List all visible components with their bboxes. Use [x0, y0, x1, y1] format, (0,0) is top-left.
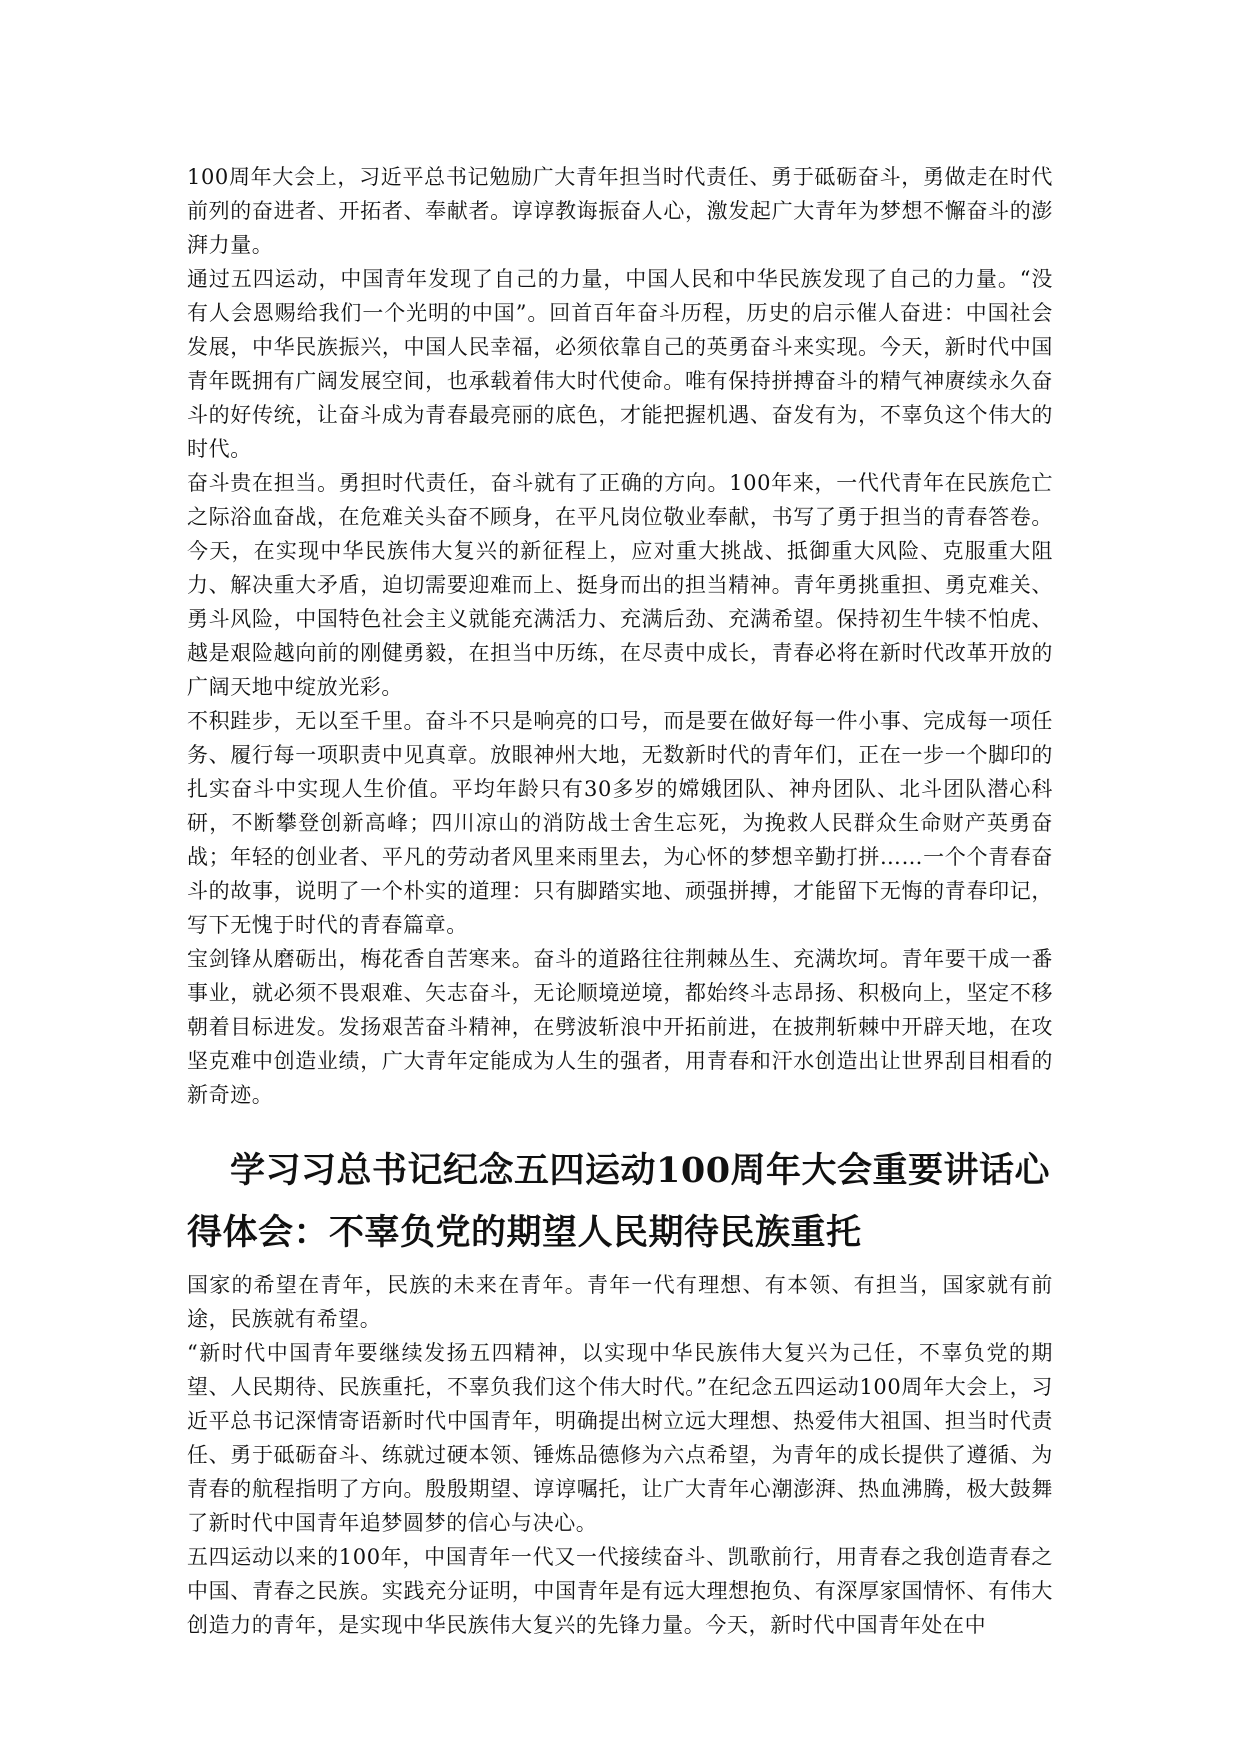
- paragraph-8: 五四运动以来的100年，中国青年一代又一代接续奋斗、凯歌前行，用青春之我创造青春之中国、青春之民族。实践充分证明，中国青年是有远大理想抱负、有深厚家国情怀、有伟大创造力的青年，是实现中华民族伟大复兴的先锋力量。今天，新时代中国青年处在中: [187, 1545, 1053, 1637]
- paragraph-3: 奋斗贵在担当。勇担时代责任，奋斗就有了正确的方向。100年来，一代代青年在民族危亡之际浴血奋战，在危难关头奋不顾身，在平凡岗位敬业奉献，书写了勇于担当的青春答卷。今天，在实现中华民族伟大复兴的新征程上，应对重大挑战、抵御重大风险、克服重大阻力、解决重大矛盾，迫切需要迎难而上、挺身而出的担当精神。青年勇挑重担、勇克难关、勇斗风险，中国特色社会主义就能充满活力、充满后劲、充满希望。保持初生牛犊不怕虎、越是艰险越向前的刚健勇毅，在担当中历练，在尽责中成长，青春必将在新时代改革开放的广阔天地中绽放光彩。: [187, 471, 1053, 699]
- paragraph-5: 宝剑锋从磨砺出，梅花香自苦寒来。奋斗的道路往往荆棘丛生、充满坎坷。青年要干成一番事业，就必须不畏艰难、矢志奋斗，无论顺境逆境，都始终斗志昂扬、积极向上，坚定不移朝着目标进发。发扬艰苦奋斗精神，在劈波斩浪中开拓前进，在披荆斩棘中开辟天地，在攻坚克难中创造业绩，广大青年定能成为人生的强者，用青春和汗水创造出让世界刮目相看的新奇迹。: [187, 947, 1053, 1107]
- paragraph-6: 国家的希望在青年，民族的未来在青年。青年一代有理想、有本领、有担当，国家就有前途，民族就有希望。: [187, 1273, 1053, 1331]
- section-title: 学习习总书记纪念五四运动100周年大会重要讲话心得体会：不辜负党的期望人民期待民族重托: [187, 1150, 1051, 1253]
- document-body: [187, 160, 1053, 1642]
- paragraph-2: 通过五四运动，中国青年发现了自己的力量，中国人民和中华民族发现了自己的力量。“没有人会恩赐给我们一个光明的中国”。回首百年奋斗历程，历史的启示催人奋进：中国社会发展，中华民族振兴，中国人民幸福，必须依靠自己的英勇奋斗来实现。今天，新时代中国青年既拥有广阔发展空间，也承载着伟大时代使命。唯有保持拼搏奋斗的精气神赓续永久奋斗的好传统，让奋斗成为青春最亮丽的底色，才能把握机遇、奋发有为，不辜负这个伟大的时代。: [187, 267, 1053, 461]
- paragraph-1: 100周年大会上，习近平总书记勉励广大青年担当时代责任、勇于砥砺奋斗，勇做走在时代前列的奋进者、开拓者、奉献者。谆谆教诲振奋人心，激发起广大青年为梦想不懈奋斗的澎湃力量。: [187, 165, 1053, 257]
- paragraph-7: “新时代中国青年要继续发扬五四精神，以实现中华民族伟大复兴为己任，不辜负党的期望、人民期待、民族重托，不辜负我们这个伟大时代。”在纪念五四运动100周年大会上，习近平总书记深情寄语新时代中国青年，明确提出树立远大理想、热爱伟大祖国、担当时代责任、勇于砥砺奋斗、练就过硬本领、锤炼品德修为六点希望，为青年的成长提供了遵循、为青春的航程指明了方向。殷殷期望、谆谆嘱托，让广大青年心潮澎湃、热血沸腾，极大鼓舞了新时代中国青年追梦圆梦的信心与决心。: [187, 1341, 1053, 1535]
- paragraph-4: 不积跬步，无以至千里。奋斗不只是响亮的口号，而是要在做好每一件小事、完成每一项任务、履行每一项职责中见真章。放眼神州大地，无数新时代的青年们，正在一步一个脚印的扎实奋斗中实现人生价值。平均年龄只有30多岁的嫦娥团队、神舟团队、北斗团队潜心科研，不断攀登创新高峰；四川凉山的消防战士舍生忘死，为挽救人民群众生命财产英勇奋战；年轻的创业者、平凡的劳动者风里来雨里去，为心怀的梦想辛勤打拼……一个个青春奋斗的故事，说明了一个朴实的道理：只有脚踏实地、顽强拼搏，才能留下无悔的青春印记，写下无愧于时代的青春篇章。: [187, 709, 1053, 937]
